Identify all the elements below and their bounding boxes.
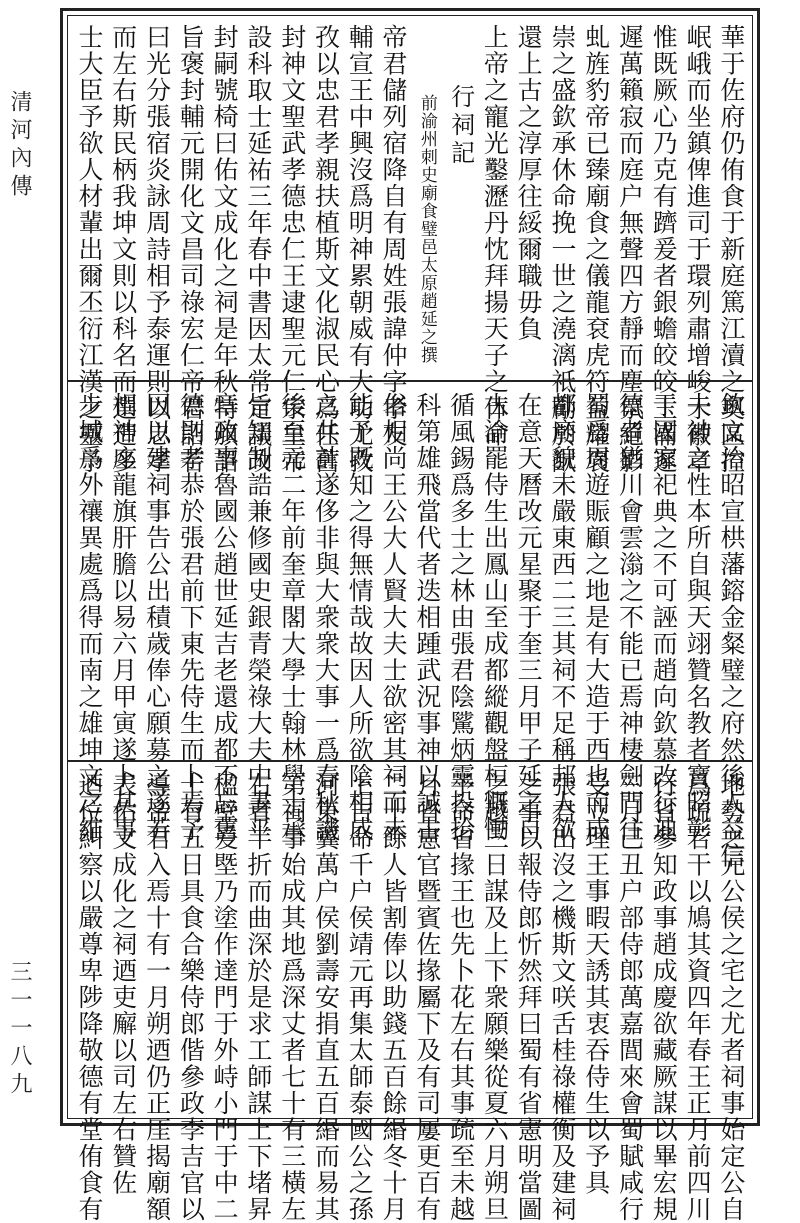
text-column: 河東翼萬户侯劉壽安捐直五百緡而易其 — [311, 772, 341, 1223]
text-column: 第祠事始成其地爲深丈者七十有三橫左 — [277, 772, 307, 1223]
text-column: 帝君儲列宿降自有周姓張諱仲字孝友 — [379, 24, 409, 448]
text-column: 爲疏若干以鳩其資四年春王正月前四川 — [683, 772, 713, 1223]
text-column: 右者半折而曲深於是求工師謀上下堵昇 — [243, 772, 273, 1223]
text-column: 地勢之元公侯之宅之尤者祠事始定公自 — [716, 772, 746, 1223]
text-column: 後至元二年前奎章閣大學士翰林學士承 — [277, 392, 307, 843]
text-panel-middle — [68, 384, 752, 869]
text-column: 表佑文成化之祠迺吏廨以司左右贊佐 — [108, 772, 138, 1196]
text-column: 德則孝恭於張君前下東先侍生而卜焉予 — [176, 392, 206, 843]
text-column: 華于佐府仍侑食于新庭篤江瀆之奧區控 — [716, 24, 746, 475]
text-column: 予命省掾王也先卜花左右其事疏至未越 — [446, 772, 476, 1223]
inner-frame — [67, 15, 753, 1223]
text-panel-top — [68, 16, 752, 475]
text-column: 蜀爲周遊賑顧之地是有大造于西也而成 — [581, 392, 611, 843]
text-column: 上帝之寵光鑿瀝丹忱拜揚天子之休命 — [480, 24, 510, 448]
text-column: 科第雄飛當代者迭相踵武況事神以誠古 — [412, 392, 442, 843]
text-column: 遲萬籟寂而庭户無聲四方靜而塵氛絕影 — [615, 24, 645, 475]
text-column: 而左右斯民柄我坤文則以科名而選造多 — [108, 24, 138, 475]
text-column: 旨知制誥兼修國史銀青榮祿大夫中書平 — [243, 392, 273, 843]
text-column: 欽文治昭宣栱藩鎔金粲璧之府然後人益信 — [716, 392, 746, 869]
text-column: 相神座龍旗肝膽以易六月甲寅遂卜其事 — [108, 392, 138, 843]
text-column: 之事以報侍郎忻然拜曰蜀有省憲明當圖 — [514, 772, 544, 1223]
text-column: 岷峨而坐鎮俾進司于環列肅增峻于徽章 — [683, 24, 713, 475]
text-column: 孜以忠君孝親扶植斯文化淑民心爲任舊 — [311, 24, 341, 475]
text-column: 張君出沒之機斯文咲舌桂祿權衡及建祠 — [547, 772, 577, 1223]
page-frame — [60, 8, 760, 1223]
text-column: 行省參知政事趙成慶欲藏厥謀以畢宏規 — [649, 772, 679, 1223]
text-column: 曰光分張宿炎詠周詩相予泰運則以忠孝 — [142, 24, 172, 475]
text-column: 虬旌豹帝已臻廟食之儀龍袞虎符益耀褒 — [581, 24, 611, 475]
text-column: 上吉命千户侯靖元再集太師泰國公之孫 — [345, 772, 375, 1223]
text-column: 章政事魯國公趙世延吉老還成都不忘舊 — [210, 392, 240, 843]
text-column: 二十餘人皆割俸以助錢五百餘緡冬十月 — [379, 772, 409, 1223]
book-title: 清河內傳 — [7, 90, 32, 202]
page-number: 三一一八九 — [7, 960, 32, 1100]
text-column: 步城爲外禳異處爲得而南之雄坤文之維 — [75, 392, 104, 843]
text-column: 封嗣號椅曰佑文成化之祠是年秋特頒詔 — [210, 24, 240, 475]
text-column: 崇之盛欽承休命挽一世之澆漓祗勵於猷 — [547, 24, 577, 475]
text-column: 楹壁爰塈乃塗作達門于外峙小門于中二 — [210, 772, 240, 1223]
text-column: 俗相尚王公大人賢大夫士欲密其祠而未 — [379, 392, 409, 843]
panel-divider — [68, 760, 752, 762]
column-group — [75, 392, 746, 869]
text-column: 夫神之性本所自與天翊贊名教者寶昭彰 — [683, 392, 713, 843]
text-panel-bottom — [68, 764, 752, 1223]
column-group — [75, 772, 746, 1223]
text-column: 封神文聖武孝德忠仁王逮聖元仁宗皇帝 — [277, 24, 307, 475]
text-column: 行祠記 — [446, 84, 475, 168]
text-column: 都廟貌未嚴東西二三其祠不足稱邦人欲 — [547, 392, 577, 843]
text-column: 三月己丑户部侍郎萬嘉閭來會蜀賦咸行 — [615, 772, 645, 1223]
text-column: 士大臣予欲人材輩出爾丕衍江漢之靈予 — [75, 24, 104, 475]
text-column: 在意天曆改元星聚于奎三月甲子延之自 — [514, 392, 544, 843]
text-column: 導帝君入焉十有一月朔迺仍正厓揭廟額 — [142, 772, 172, 1223]
text-column: 前渝州刺史廟食璧邑太原趙延之撰 — [416, 94, 437, 364]
column-group — [75, 24, 746, 475]
text-column: 古渝罷侍生出鳳山至成都縱觀盤桓慨慟 — [480, 392, 510, 843]
text-column: 能予既知之得無情哉故因人所欲陰相成 — [345, 392, 375, 843]
text-column: 于國家祀典之不可誣而趙向欽慕改行迪 — [649, 392, 679, 843]
text-column: 循風錫爲多士之林由張君陰騭炳靈投拾 — [446, 392, 476, 843]
text-column: 迺位糾察以嚴尊卑陟降敬德有堂侑食有 — [75, 772, 104, 1223]
text-column: 十有五日具食合樂侍郎偕參政李吉官以 — [176, 772, 206, 1223]
text-column: 月省憲官暨賓佐掾屬下及有司屢更百有 — [412, 772, 442, 1223]
panel-divider — [68, 380, 752, 382]
text-column: 之共計遂侈非與大衆衆大事一爲春秋譏 — [311, 392, 341, 843]
text-column: 還上古之淳厚往綏爾職毋負 — [514, 24, 544, 342]
text-column: 惟既厥心乃克有躋爰者銀蟾皎皎玉滿遲 — [649, 24, 679, 475]
text-column: 因以建祠事告公出積歲俸心願募之遂若 — [142, 392, 172, 843]
text-column: 受立理王事暇天誘其衷吞侍生以予具 — [581, 772, 611, 1196]
text-column: 輔宣王中興沒爲明神累朝威有大功尤孜 — [345, 24, 375, 475]
text-column: 設科取士延祐三年春中書因太常定議改 — [243, 24, 273, 475]
text-column: 德者猶川會雲滃之不能已焉神棲劍門往 — [615, 392, 645, 843]
text-column: 之越三日謀及上下衆願樂從夏六月朔旦 — [480, 772, 510, 1223]
text-column: 旨褒封輔元開化文昌司祿宏仁帝君詔若 — [176, 24, 206, 475]
